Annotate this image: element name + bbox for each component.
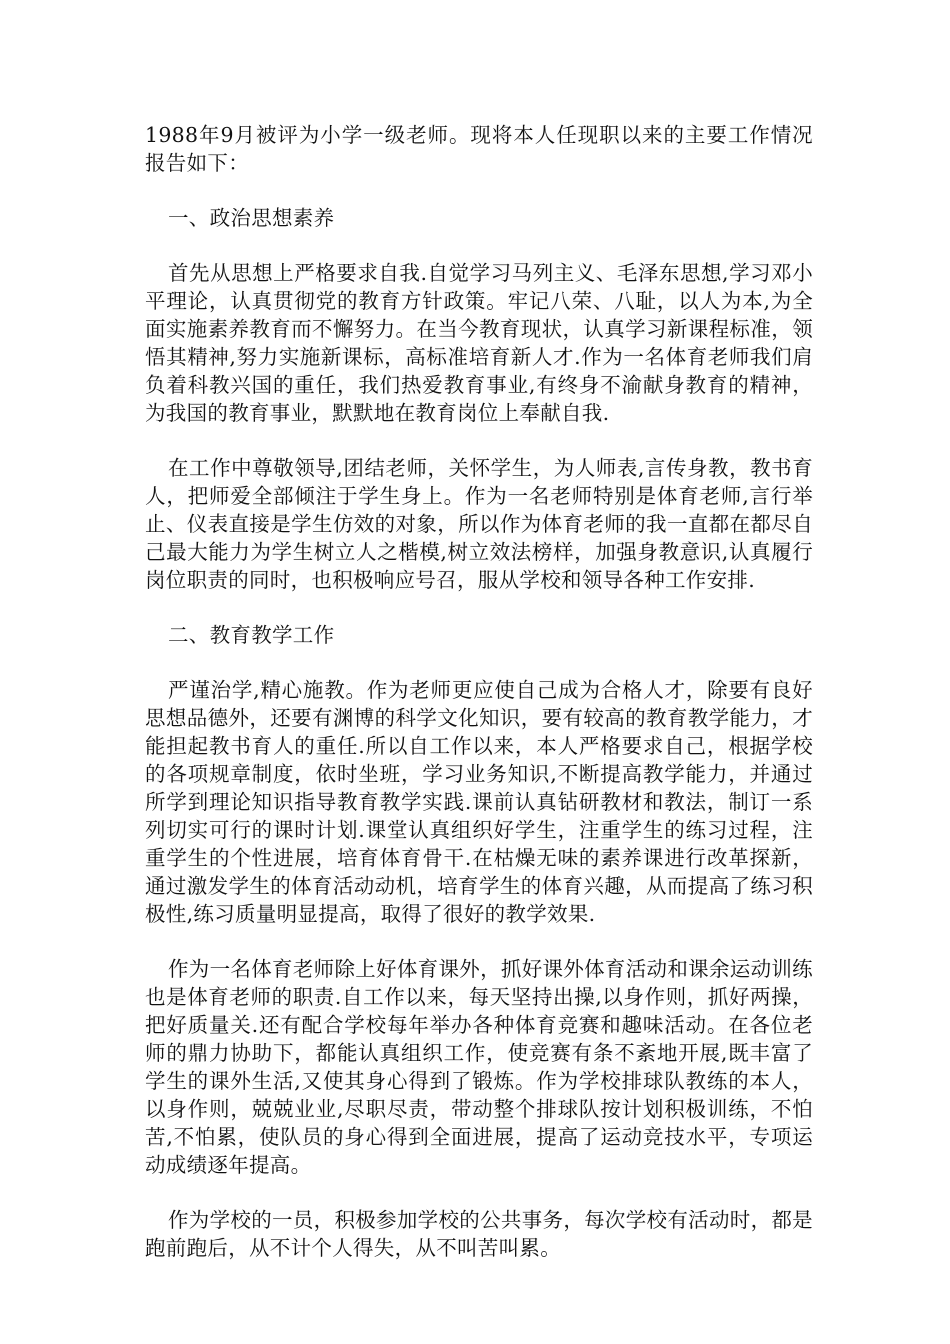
intro-paragraph: 1988年9月被评为小学一级老师。现将本人任现职以来的主要工作情况报告如下： [145, 123, 813, 175]
section-heading-teaching: 二、教育教学工作 [168, 623, 335, 647]
paragraph-conduct: 在工作中尊敬领导,团结老师，关怀学生，为人师表,言传身教，教书育人，把师爱全部倾注于学生身上。作为一名老师特别是体育老师,言行举止、仪表直接是学生仿效的对象，所以作为体育老师的我一直都在都尽自己最大能力为学生树立人之楷模,树立效法榜样，加强身教意识,认真履行岗位职责的同时，也积极响应号召，服从学校和领导各种工作安排. [145, 456, 813, 592]
paragraph-public-affairs: 作为学校的一员，积极参加学校的公共事务，每次学校有活动时，都是跑前跑后，从不计个人得失，从不叫苦叫累。 [145, 1208, 813, 1260]
paragraph-teaching: 严谨治学,精心施教。作为老师更应使自己成为合格人才，除要有良好思想品德外，还要有渊博的科学文化知识，要有较高的教育教学能力，才能担起教书育人的重任.所以自工作以来，本人严格要求自己，根据学校的各项规章制度，依时坐班，学习业务知识,不断提高教学能力，并通过所学到理论知识指导教育教学实践.课前认真钻研教材和教法，制订一系列切实可行的课时计划.课堂认真组织好学生，注重学生的练习过程，注重学生的个性进展，培育体育骨干.在枯燥无味的素养课进行改革探新，通过激发学生的体育活动动机，培育学生的体育兴趣，从而提高了练习积极性,练习质量明显提高，取得了很好的教学效果. [145, 678, 813, 926]
section-heading-political: 一、政治思想素养 [168, 206, 335, 230]
paragraph-ideology: 首先从思想上严格要求自我.自觉学习马列主义、毛泽东思想,学习邓小平理论，认真贯彻党的教育方针政策。牢记八荣、八耻，以人为本,为全面实施素养教育而不懈努力。在当今教育现状，认真学习新课程标准，领悟其精神,努力实施新课标，高标准培育新人才.作为一名体育老师我们肩负着科教兴国的重任，我们热爱教育事业,有终身不渝献身教育的精神，为我国的教育事业，默默地在教育岗位上奉献自我. [145, 261, 813, 425]
paragraph-extracurricular: 作为一名体育老师除上好体育课外，抓好课外体育活动和课余运动训练也是体育老师的职责.自工作以来，每天坚持出操,以身作则，抓好两操，把好质量关.还有配合学校每年举办各种体育竞赛和趣味活动。在各位老师的鼎力协助下，都能认真组织工作，使竞赛有条不紊地开展,既丰富了学生的课外生活,又使其身心得到了锻炼。作为学校排球队教练的本人，以身作则，兢兢业业,尽职尽责，带动整个排球队按计划积极训练，不怕苦,不怕累，使队员的身心得到全面进展，提高了运动竞技水平，专项运动成绩逐年提高。 [145, 957, 813, 1177]
document-body [145, 121, 813, 1289]
